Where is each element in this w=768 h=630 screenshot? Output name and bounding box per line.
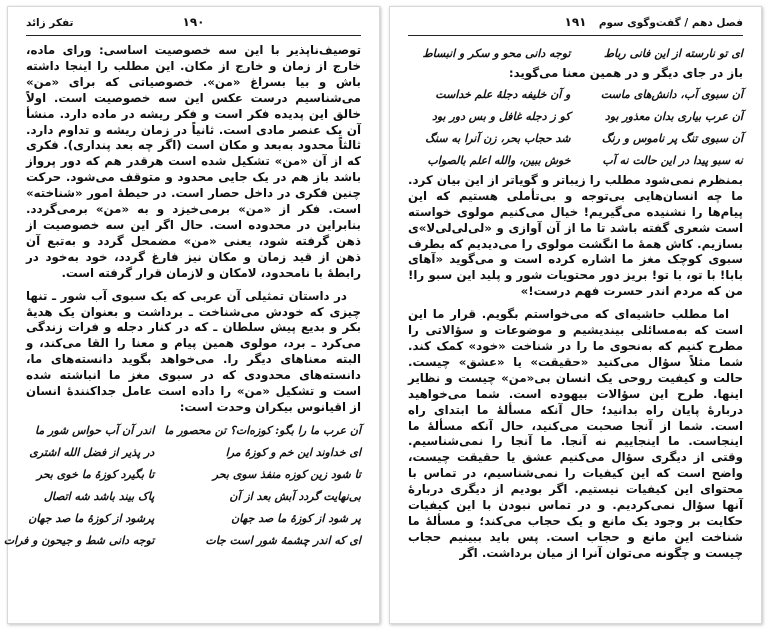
verse-line: آن عرب ما را بگو: کوزه‌ات؟ تن محصور ما bbox=[164, 423, 361, 437]
right-verse-block bbox=[408, 84, 743, 171]
verse-line: بی‌نهایت گردد آبش بعد از آن bbox=[229, 489, 361, 503]
left-page-number: ۱۹۰ bbox=[182, 15, 205, 29]
right-page-header bbox=[408, 15, 743, 33]
verse-line: آن عرب بیاری بدان معذور بود bbox=[604, 109, 743, 123]
verse-line: پر شود از کوزهٔ ما صد جهان bbox=[231, 511, 361, 525]
left-paragraph-2: در داستان تمثیلی آن عربی که یک سبوی آب شور ـ تنها چیزی که خودش می‌شناخت ـ برداشت و بعنوان یک هدیهٔ بکر و بدیع پیش سلطان ـ که در کنار دجله و فرات زندگی می‌کرد ـ برد، مولوی همین پیام و معنا را القا می‌کند، و البته معناهای دیگر را. می‌خواهد بگوید دانسته‌های ما، دانسته‌های محدودی که در سبوی مغز ما انباشته شده است و تشکیل «من» را داده است عامل جداکنندهٔ انسان از اقیانوس بیکران وحدت است: bbox=[26, 288, 361, 414]
verse-line: ای تو نارسته از این فانی رباط bbox=[603, 47, 743, 60]
verse-line: ای خداوند این خم و کوزهٔ مرا bbox=[225, 445, 361, 459]
left-page-header bbox=[26, 15, 361, 33]
left-header-rule bbox=[26, 35, 361, 36]
verse-line: کو ز دجله غافل و بس دور بود bbox=[431, 109, 571, 123]
left-page-body bbox=[3, 43, 361, 551]
verse-line: ای که اندر چشمهٔ شور است جات bbox=[205, 533, 361, 547]
verse-line: تا شود زین کوزه منفذ سوی بحر bbox=[212, 467, 361, 481]
left-page bbox=[3, 6, 380, 624]
verse-line: تا بگیرد کوزهٔ ما خوی بحر bbox=[36, 467, 155, 481]
verse-line: اندر آن آب حواس شور ما bbox=[34, 423, 155, 437]
verse-line: توجه دانی محو و سکر و انبساط bbox=[422, 47, 571, 60]
verse-line: آن سبوی تنگ پر ناموس و رنگ bbox=[601, 131, 743, 145]
right-intro-line: باز در جای دیگر و در همین معنا می‌گوید: bbox=[508, 66, 743, 80]
verse-line: نه سبو پیدا در این حالت نه آب bbox=[602, 153, 743, 167]
verse-line: و آن خلیفه دجلهٔ علم خداست bbox=[435, 87, 571, 101]
verse-line: خوش ببین، والله اعلم بالصواب bbox=[427, 153, 571, 167]
right-paragraph-2: اما مطلب حاشیه‌ای که می‌خواستم بگویم. قرار ما این است که به‌مسائلی بیندیشیم و موضوعات و سؤالاتی را مطرح کنیم که به‌نحوی ما را در شناخت «خود» کمک کند. شما مثلاً سؤال می‌کنید «حقیقت» یا «عشق» چیست. حالت و کیفیت روحی یک انسان بی‌«من» چیست و نظایر اینها. طرح این سؤالات بیهوده است. شما می‌خواهید دربارهٔ پایان راه بدانید؛ حال آنکه مسألهٔ ما ابتدای راه است. شما از آنجا صحبت می‌کنید، حال آنکه مسألهٔ ما اینجاست. ما اینجاییم نه آنجا. ما آنجا را نمی‌شناسیم. وقتی از دیگری سؤال می‌کنیم عشق یا حقیقت چیست، واضح است که این کیفیات را نمی‌شناسیم، در تماس با محتوای این کیفیات نیستیم. اگر بودیم از دیگری دربارهٔ آنها سؤال نمی‌کردیم. و در تماس نبودن با این کیفیات حکایت بر وجود یک مانع و یک حجاب می‌کند؛ و مسألهٔ ما شناخت این مانع و حجاب است. پس باید ببینیم حجاب چیست و چگونه می‌توان آنرا از میان برداشت. اگر bbox=[408, 307, 743, 560]
verse-line: پاک بیند باشد شه اتصال bbox=[43, 489, 155, 503]
verse-line: شد حجاب بحر، زن آنرا به سنگ bbox=[425, 131, 571, 145]
right-top-verse bbox=[408, 43, 743, 64]
right-page-body bbox=[408, 43, 743, 562]
right-running-title: فصل دهم / گفت‌وگوی سوم bbox=[598, 17, 743, 29]
left-paragraph-1: توصیف‌ناپذیر با این سه خصوصیت اساسی: ورای ماده، خارج از زمان و خارج از مکان. این مطلب را اینجا داشته باش و بیا بسراغ «من». خصوصیاتی که برای «من» می‌شناسیم درست عکس این سه خصوصیت است. اولاً خالق این پدیده فکر است و فکر ریشه در ماده دارد. منشأ آن یک عنصر مادی است. ثانیاً در زمان ریشه و تداوم دارد. ثالثاً محدود به‌بعد و مکان است (اگر چه بعد پنداری). فکری که از آن «من» تشکیل شده است هرقدر هم که دور پرواز باشد باز هم در یک جایی محدود و متوقف می‌شود. حرکت چنین فکری در داخل حصار است. در حیطهٔ امور «شناخته» است. فکر از «من» برمی‌خیزد و به «من» برمی‌گردد. بنابراین در محدوده است. حال اگر این سه خصوصیت از ذهن گرفته شود، یعنی «من» مضمحل گردد و به‌تبع آن ذهن از قید زمان و مکان نیز فارغ گردد، خود به‌خود در رابطهٔ با نامحدود، لامکان و لازمان قرار گرفته است. bbox=[26, 43, 361, 280]
verse-line: توجه دانی شط و جیحون و فرات bbox=[3, 533, 155, 547]
right-header-rule bbox=[408, 35, 743, 36]
left-verse-block bbox=[3, 420, 361, 551]
right-paragraph-1: بمنظرم نمی‌شود مطلب را زیباتر و گویاتر از این بیان کرد. ما چه انسان‌هایی بی‌توجه و بی‌تأملی هستیم که این پیام‌ها را نشنیده می‌گیریم! خیال می‌کنیم مولوی خواسته است شعری گفته باشد تا ما از آن آوازی و «لی‌لی‌لی‌لا»ی بسازیم. کاش همهٔ ما انگشت مولوی را می‌دیدیم که بطرف سبوی کوچک مغز ما اشاره کرده است و می‌گوید «آهای بابا! با تو، با تو! بریز دور محتویات شور و پلید این سبو را! من که مردم اندر حسرت فهم درست!» bbox=[408, 172, 743, 299]
verse-line: آن سبوی آب، دانش‌های ماست bbox=[600, 87, 743, 101]
verse-line: پرشود از کوزهٔ ما صد جهان bbox=[28, 511, 155, 525]
left-running-title: تفکر زائد bbox=[26, 17, 74, 29]
verse-line: در پذیر از فضل الله اشتری bbox=[29, 445, 155, 459]
right-page-number: ۱۹۱ bbox=[564, 15, 587, 29]
right-page bbox=[389, 6, 762, 624]
